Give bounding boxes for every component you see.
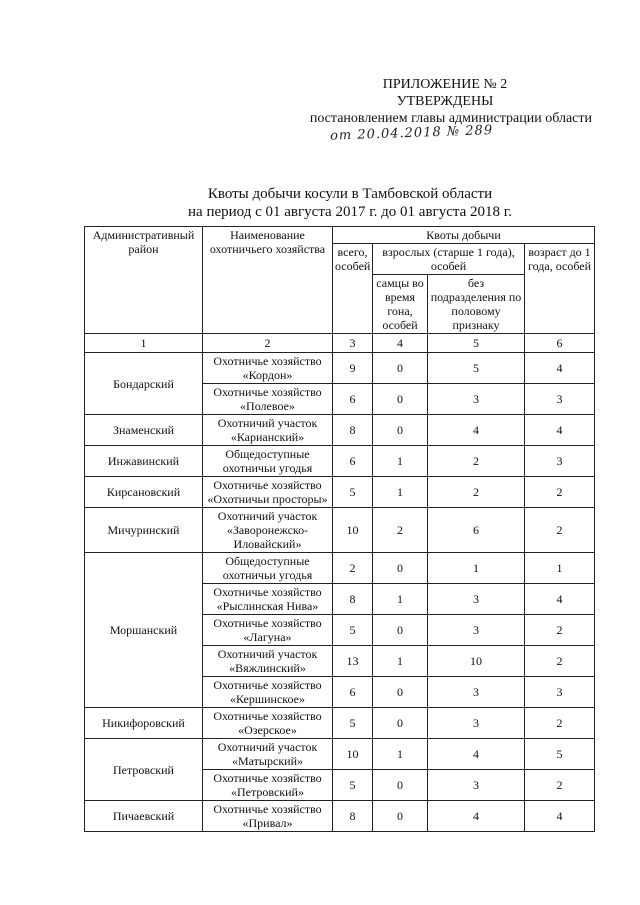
no-sex-cell: 6 (428, 508, 525, 553)
young-cell: 4 (525, 584, 595, 615)
district-cell: Мичуринский (85, 508, 203, 553)
farm-cell: Охотничье хозяйство «Петровский» (203, 770, 333, 801)
young-cell: 1 (525, 553, 595, 584)
no-sex-cell: 3 (428, 770, 525, 801)
document-header (280, 76, 610, 127)
farm-cell: Охотничий участок «Матырский» (203, 739, 333, 770)
young-cell: 2 (525, 508, 595, 553)
table-row (85, 415, 595, 446)
total-cell: 5 (333, 477, 373, 508)
farm-cell: Охотничье хозяйство «Кордон» (203, 353, 333, 384)
males-cell: 0 (373, 708, 428, 739)
males-cell: 1 (373, 739, 428, 770)
young-cell: 2 (525, 646, 595, 677)
district-cell: Бондарский (85, 353, 203, 415)
header-quotas: Квоты добычи (333, 227, 595, 244)
farm-cell: Охотничий участок «Заворонежско-Иловайский» (203, 508, 333, 553)
total-cell: 8 (333, 801, 373, 832)
no-sex-cell: 10 (428, 646, 525, 677)
males-cell: 0 (373, 384, 428, 415)
males-cell: 0 (373, 677, 428, 708)
farm-cell: Охотничье хозяйство «Охотничьи просторы» (203, 477, 333, 508)
no-sex-cell: 3 (428, 584, 525, 615)
no-sex-cell: 4 (428, 801, 525, 832)
table-row (85, 708, 595, 739)
farm-cell: Охотничье хозяйство «Рыслинская Нива» (203, 584, 333, 615)
title-line-1: Квоты добычи косули в Тамбовской области (207, 186, 493, 202)
males-cell: 0 (373, 353, 428, 384)
appendix-label: ПРИЛОЖЕНИЕ № 2 (382, 77, 508, 92)
district-cell: Кирсановский (85, 477, 203, 508)
table-row (85, 477, 595, 508)
decree-line: постановлением главы администрации области (309, 111, 592, 126)
approved-label: УТВЕРЖДЕНЫ (396, 94, 494, 109)
no-sex-cell: 2 (428, 477, 525, 508)
table-row (85, 508, 595, 553)
young-cell: 2 (525, 708, 595, 739)
farm-cell: Охотничий участок «Карианский» (203, 415, 333, 446)
document-title (60, 185, 640, 221)
farm-cell: Общедоступные охотничьи угодья (203, 446, 333, 477)
males-cell: 0 (373, 801, 428, 832)
total-cell: 9 (333, 353, 373, 384)
handwritten-date: от 20.04.2018 № 289 (329, 123, 494, 144)
farm-cell: Охотничье хозяйство «Полевое» (203, 384, 333, 415)
young-cell: 2 (525, 477, 595, 508)
column-number: 1 (85, 334, 203, 353)
total-cell: 10 (333, 739, 373, 770)
no-sex-cell: 5 (428, 353, 525, 384)
no-sex-cell: 1 (428, 553, 525, 584)
district-cell: Инжавинский (85, 446, 203, 477)
young-cell: 3 (525, 384, 595, 415)
total-cell: 6 (333, 384, 373, 415)
no-sex-cell: 4 (428, 739, 525, 770)
farm-cell: Охотничий участок «Вяжлинский» (203, 646, 333, 677)
total-cell: 6 (333, 677, 373, 708)
farm-cell: Охотничье хозяйство «Озерское» (203, 708, 333, 739)
quota-table-body (85, 353, 595, 832)
no-sex-cell: 3 (428, 615, 525, 646)
table-row (85, 739, 595, 770)
males-cell: 1 (373, 477, 428, 508)
total-cell: 13 (333, 646, 373, 677)
column-number: 5 (428, 334, 525, 353)
farm-cell: Охотничье хозяйство «Кершинское» (203, 677, 333, 708)
table-row (85, 553, 595, 584)
total-cell: 2 (333, 553, 373, 584)
no-sex-cell: 3 (428, 708, 525, 739)
header-total: всего, особей (333, 244, 373, 334)
header-farm: Наименование охотничьего хозяйства (203, 227, 333, 334)
farm-cell: Охотничье хозяйство «Привал» (203, 801, 333, 832)
young-cell: 2 (525, 770, 595, 801)
males-cell: 0 (373, 415, 428, 446)
header-young: возраст до 1 года, особей (525, 244, 595, 334)
total-cell: 8 (333, 584, 373, 615)
header-adults: взрослых (старше 1 года), особей (373, 244, 525, 275)
no-sex-cell: 2 (428, 446, 525, 477)
title-line-2: на период с 01 августа 2017 г. до 01 августа 2018 г. (188, 204, 512, 220)
district-cell: Никифоровский (85, 708, 203, 739)
district-cell: Петровский (85, 739, 203, 801)
total-cell: 5 (333, 708, 373, 739)
header-no-sex: без подразделения по половому признаку (428, 275, 525, 334)
table-row (85, 801, 595, 832)
column-number: 3 (333, 334, 373, 353)
males-cell: 2 (373, 508, 428, 553)
males-cell: 0 (373, 615, 428, 646)
total-cell: 10 (333, 508, 373, 553)
farm-cell: Охотничье хозяйство «Лагуна» (203, 615, 333, 646)
total-cell: 5 (333, 615, 373, 646)
young-cell: 3 (525, 677, 595, 708)
total-cell: 5 (333, 770, 373, 801)
district-cell: Знаменский (85, 415, 203, 446)
males-cell: 1 (373, 584, 428, 615)
district-cell: Пичаевский (85, 801, 203, 832)
no-sex-cell: 3 (428, 677, 525, 708)
header-district: Административный район (85, 227, 203, 334)
column-number: 2 (203, 334, 333, 353)
table-row (85, 446, 595, 477)
farm-cell: Общедоступные охотничьи угодья (203, 553, 333, 584)
males-cell: 1 (373, 646, 428, 677)
young-cell: 2 (525, 615, 595, 646)
header-males-rut: самцы во время гона, особей (373, 275, 428, 334)
no-sex-cell: 3 (428, 384, 525, 415)
males-cell: 0 (373, 553, 428, 584)
column-number-row (85, 334, 595, 353)
young-cell: 4 (525, 801, 595, 832)
young-cell: 3 (525, 446, 595, 477)
young-cell: 4 (525, 415, 595, 446)
district-cell: Моршанский (85, 553, 203, 708)
no-sex-cell: 4 (428, 415, 525, 446)
quota-table (84, 226, 595, 832)
males-cell: 1 (373, 446, 428, 477)
total-cell: 8 (333, 415, 373, 446)
column-number: 6 (525, 334, 595, 353)
young-cell: 5 (525, 739, 595, 770)
males-cell: 0 (373, 770, 428, 801)
column-number: 4 (373, 334, 428, 353)
table-row (85, 353, 595, 384)
young-cell: 4 (525, 353, 595, 384)
total-cell: 6 (333, 446, 373, 477)
